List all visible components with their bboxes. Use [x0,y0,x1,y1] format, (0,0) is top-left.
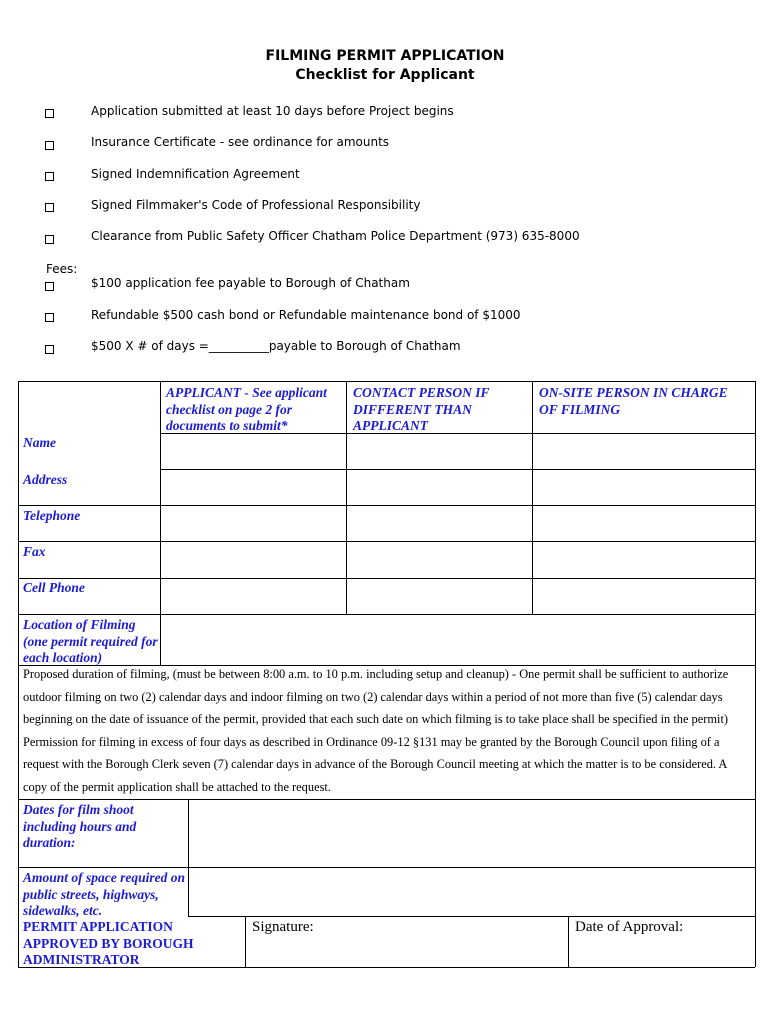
dates-field[interactable] [189,800,755,867]
fee-item-2: Refundable $500 cash bond or Refundable maintenance bond of $1000 [91,308,521,322]
applicant-name-field[interactable] [161,434,346,469]
signature-field[interactable] [246,940,567,966]
fee-item-3: $500 X # of days =__________payable to Borough of Chatham [91,339,461,353]
page-title: FILMING PERMIT APPLICATION [265,48,505,64]
checklist-item-4: Signed Filmmaker's Code of Professional Responsibility [91,198,421,212]
date-of-approval-field[interactable] [569,940,754,966]
duration-line: request with the Borough Clerk seven (7) calendar days in advance of the Borough Council meeting at which the matter is to be considered. A [23,757,728,771]
checklist-item-1: Application submitted at least 10 days before Project begins [91,104,454,118]
duration-line: Proposed duration of filming, (must be between 8:00 a.m. to 10 p.m. including setup and cleanup) - One permit shall be sufficient to authorize [23,667,729,681]
approval-label: PERMIT APPLICATION APPROVED BY BOROUGH ADMINISTRATOR [23,919,194,967]
checkbox-application-submitted[interactable] [45,109,54,118]
space-label: Amount of space required on public streets, highways, sidewalks, etc. [23,870,186,918]
row-label-cell-phone: Cell Phone [23,580,85,595]
checkbox-code-of-responsibility[interactable] [45,203,54,212]
date-of-approval-label: Date of Approval: [575,919,684,935]
row-label-location: Location of Filming (one permit required for each location) [23,617,158,665]
space-field[interactable] [189,868,755,916]
checkbox-indemnification[interactable] [45,172,54,181]
fee-item-1: $100 application fee payable to Borough of Chatham [91,276,410,290]
checkbox-application-fee[interactable] [45,282,54,291]
row-label-address: Address [23,472,68,487]
row-label-name: Name [23,435,56,450]
duration-paragraph [23,663,753,798]
fees-label: Fees: [46,262,78,276]
duration-line: copy of the permit application shall be attached to the request. [23,779,331,794]
checkbox-police-clearance[interactable] [45,235,54,244]
signature-label: Signature: [252,919,314,935]
checklist-item-5: Clearance from Public Safety Officer Chatham Police Department (973) 635-8000 [91,229,580,243]
header-onsite-person: ON-SITE PERSON IN CHARGE OF FILMING [539,385,728,417]
row-label-telephone: Telephone [23,508,81,523]
checkbox-insurance[interactable] [45,141,54,150]
checklist-item-2: Insurance Certificate - see ordinance for amounts [91,135,390,149]
checkbox-bond[interactable] [45,313,54,322]
duration-line: Permission for filming in excess of four days as described in Ordinance 09-12 §131 may be granted by the Borough Council upon filing of a [23,734,720,749]
contact-name-field[interactable] [347,434,532,469]
location-field[interactable] [161,615,755,665]
dates-label: Dates for film shoot including hours and duration: [23,802,137,850]
checkbox-daily-fee[interactable] [45,345,54,354]
onsite-name-field[interactable] [533,434,755,469]
header-applicant: APPLICANT - See applicant checklist on page 2 for documents to submit* [166,385,327,433]
header-contact-person: CONTACT PERSON IF DIFFERENT THAN APPLICANT [353,385,490,433]
checklist-item-3: Signed Indemnification Agreement [91,167,300,181]
duration-line: beginning on the date of issuance of the permit, provided that each such date on which filming is to take place shall be specified in the permit) [23,712,729,726]
duration-line: outdoor filming on two (2) calendar days and indoor filming on two (2) calendar days within a period of not more than five (5) calendar days [23,689,723,704]
page-subtitle: Checklist for Applicant [295,67,475,83]
row-label-fax: Fax [23,544,46,559]
